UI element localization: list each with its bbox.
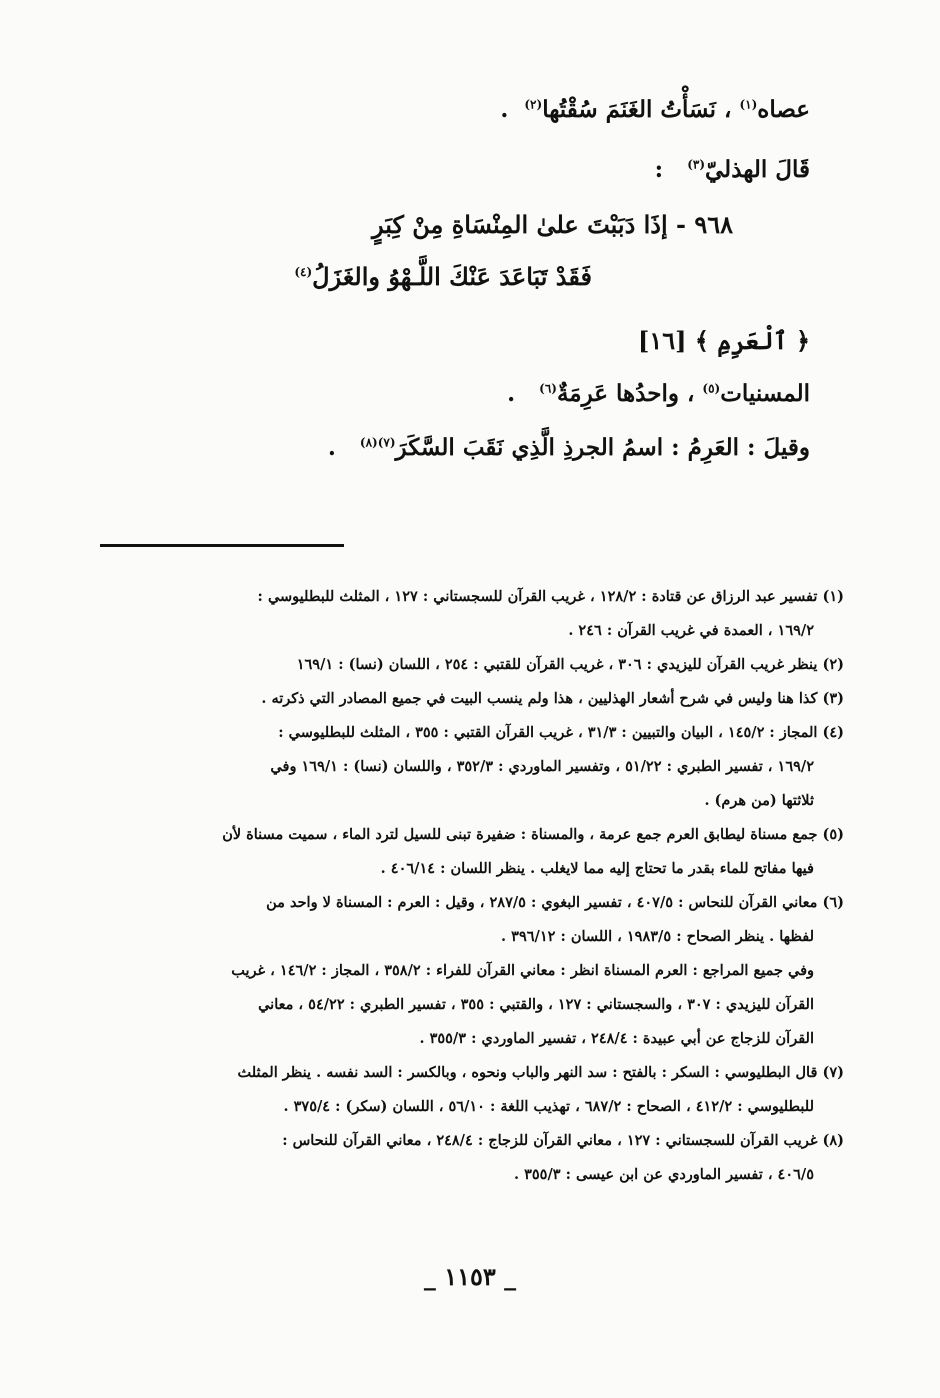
- verse-line-2: [294, 262, 592, 291]
- footnote-6: [84, 886, 844, 1056]
- footnote-line: (١) تفسير عبد الرزاق عن قتادة : ١٢٨/٢ ، غريب القرآن للسجستاني : ١٢٧ ، المثلث للبطليوسي :: [257, 588, 844, 605]
- footnote-line: وفي جميع المراجع : العرم المسناة انظر : معاني القرآن للفراء : ٣٥٨/٢ ، المجاز : ١٤٦/٢ ، غريب: [231, 962, 814, 979]
- footnote-ref: (٧)(٨): [359, 435, 396, 450]
- text-word: عصاه: [757, 96, 810, 123]
- footnotes: [84, 580, 844, 1192]
- footnote-line: القرآن لليزيدي : ٣٠٧ ، والسجستاني : ١٢٧ ، والقتبي : ٣٥٥ ، تفسير الطبري : ٥٤/٢٢ ، معاني: [258, 996, 814, 1013]
- footnote-2: [84, 648, 844, 682]
- footnote-ref: (٣): [687, 157, 706, 172]
- text-segment: ، نَسَأْتُ الغَنَمَ سُقْتُها: [542, 96, 732, 123]
- text-segment: وقيلَ : العَرِمُ : اسمُ الجرذِ الَّذِي نَقَبَ السَّكَرَ: [395, 434, 810, 461]
- verse-text: فَقَدْ تَبَاعَدَ عَنْكَ اللَّـهْوُ والغَزَلُ: [312, 262, 592, 291]
- page-number: _ ١١٥٣ _: [423, 1262, 517, 1291]
- footnote-7: [84, 1056, 844, 1124]
- footnote-line: (٨) غريب القرآن للسجستاني : ١٢٧ ، معاني القرآن للزجاج : ٢٤٨/٤ ، معاني القرآن للنحاس :: [282, 1132, 844, 1149]
- text-end: .: [327, 434, 336, 461]
- footnote-line: للبطليوسي : ٤١٢/٢ ، الصحاح : ٦٨٧/٢ ، تهذيب اللغة : ٥٦/١٠ ، اللسان (سكر) : ٣٧٥/٤ .: [283, 1098, 814, 1115]
- footnote-line: (٤) المجاز : ١٤٥/٢ ، البيان والتبيين : ٣١/٣ ، غريب القرآن القتبي : ٣٥٥ ، المثلث للبطليوسي :: [278, 724, 844, 741]
- footnote-ref: (٦): [539, 381, 557, 396]
- text-segment: ، واحدُها عَرِمَةٌ: [556, 380, 695, 407]
- footnote-line: (٧) قال البطليوسي : السكر : بالفتح : سد النهر والباب ونحوه ، وبالكسر : السد نفسه . ينظر المثلث: [237, 1064, 844, 1081]
- footnote-line: لفظها . ينظر الصحاح : ١٩٨٣/٥ ، اللسان : ٣٩٦/١٢ .: [501, 928, 814, 945]
- footnote-4: [84, 716, 844, 818]
- footnote-3: [84, 682, 844, 716]
- footnote-8: [84, 1124, 844, 1192]
- footnote-5: [84, 818, 844, 886]
- verse-line-1: ٩٦٨ - إذَا دَبَبْتَ علىٰ المِنْسَاةِ مِنْ كِبَرٍ: [371, 210, 733, 239]
- main-line-1: [500, 96, 810, 123]
- text-end: .: [507, 380, 516, 407]
- footnote-line: ١٦٩/٢ ، العمدة في غريب القرآن : ٢٤٦ .: [568, 622, 814, 639]
- main-line-2: [655, 156, 810, 183]
- text-end: .: [500, 96, 509, 123]
- footnote-line: (٥) جمع مسناة ليطابق العرم جمع عرمة ، والمسناة : ضفيرة تبنى للسيل لترد الماء ، سميت مسناة لأن: [222, 826, 844, 843]
- footnote-line: ٤٠٦/٥ ، تفسير الماوردي عن ابن عيسى : ٣٥٥/٣ .: [513, 1166, 814, 1183]
- text-word: المسنيات: [720, 380, 810, 407]
- footnote-line: فيها مفاتح للماء بقدر ما تحتاج إليه مما لايغلب . ينظر اللسان : ٤٠٦/١٤ .: [380, 860, 814, 877]
- footnote-ref: (٥): [702, 381, 721, 396]
- text-segment: قَالَ الهذليّ: [705, 156, 810, 183]
- main-line-4: [328, 434, 810, 461]
- footnote-line: ١٦٩/٢ ، تفسير الطبري : ٥١/٢٢ ، وتفسير الماوردي : ٣٥٢/٣ ، واللسان (نسا) : ١٦٩/١ وفي: [270, 758, 814, 775]
- main-line-3: [507, 380, 810, 407]
- text-end: :: [654, 156, 664, 183]
- footnote-1: [84, 580, 844, 648]
- footnote-line: القرآن للزجاج عن أبي عبيدة : ٢٤٨/٤ ، تفسير الماوردي : ٣٥٥/٣ .: [419, 1030, 814, 1047]
- footnote-ref: (٢): [524, 97, 543, 112]
- footnote-line: (٦) معاني القرآن للنحاس : ٤٠٧/٥ ، تفسير البغوي : ٢٨٧/٥ ، وقيل : العرم : المسناة لا واحد من: [266, 894, 844, 911]
- footnote-line: (٢) ينظر غريب القرآن لليزيدي : ٣٠٦ ، غريب القرآن للقتبي : ٢٥٤ ، اللسان (نسا) : ١٦٩/١: [296, 656, 844, 673]
- footnote-ref: (١): [739, 97, 758, 112]
- footnote-line: (٣) كذا هنا وليس في شرح أشعار الهذليين ، هذا ولم ينسب البيت في جميع المصادر التي ذكرته .: [261, 690, 844, 707]
- footnote-line: ثلاثتها (من هرم) .: [704, 792, 814, 809]
- footnote-ref: (٤): [294, 265, 313, 279]
- section-heading: ﴿ ٱلْعَرِمِ ﴾ [١٦]: [638, 326, 810, 355]
- footnote-separator: [100, 544, 344, 547]
